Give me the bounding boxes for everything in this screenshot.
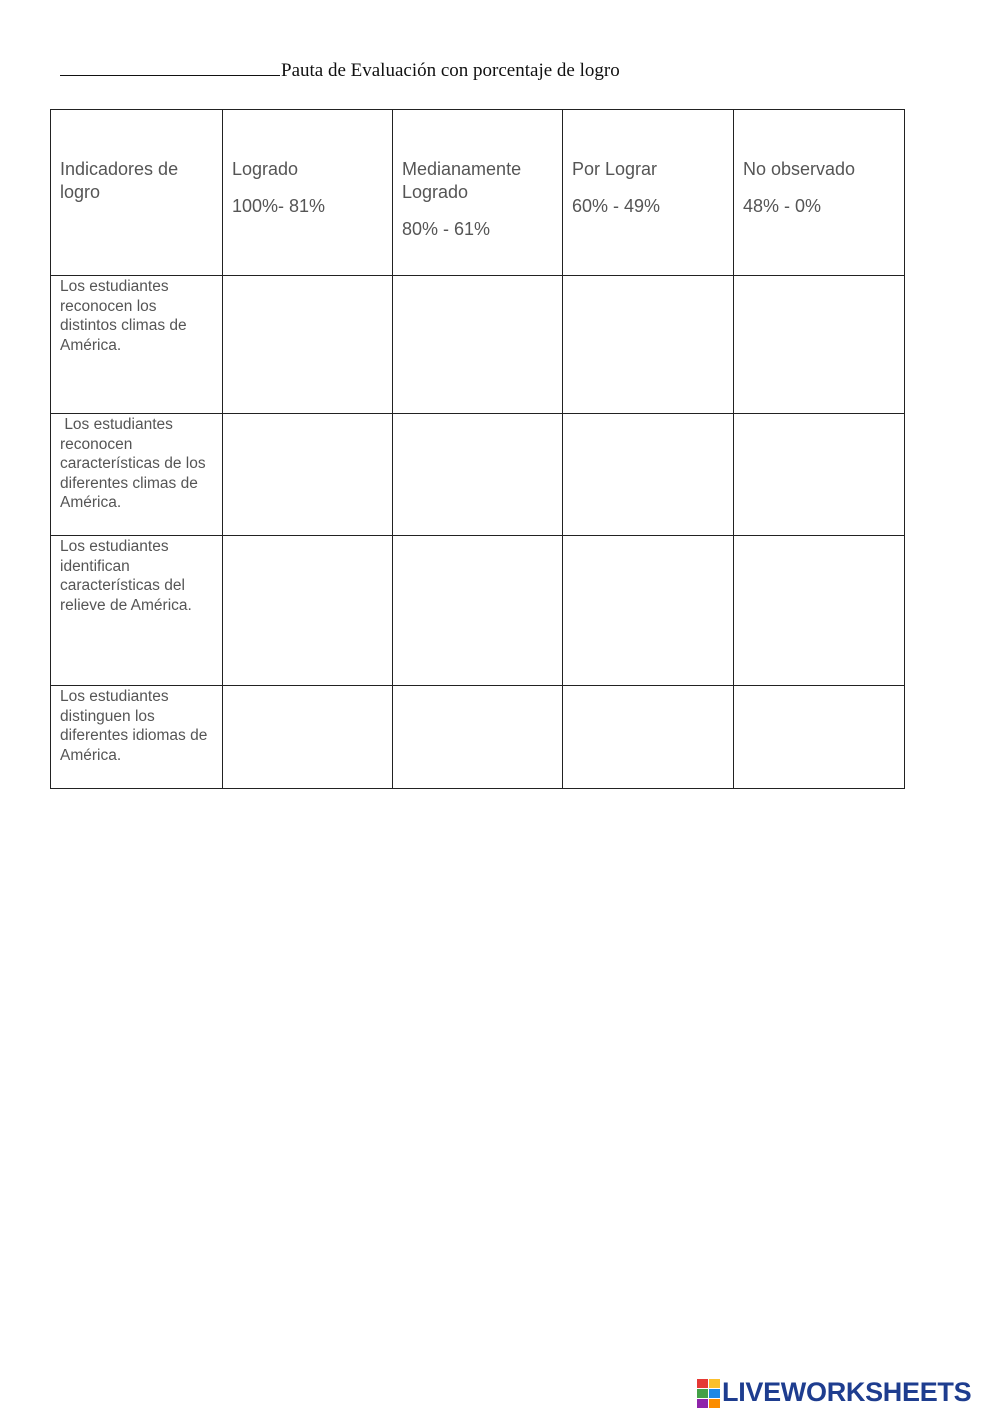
logo-block xyxy=(709,1379,720,1388)
answer-cell-no-observado[interactable] xyxy=(734,686,905,789)
indicator-cell: Los estudiantes distinguen los diferentes idiomas de América. xyxy=(51,686,223,789)
answer-cell-por-lograr[interactable] xyxy=(563,414,734,536)
worksheet-title xyxy=(60,60,620,82)
liveworksheets-logo-icon xyxy=(697,1379,719,1407)
liveworksheets-brand xyxy=(697,1377,971,1408)
header-row xyxy=(51,110,905,276)
table-row xyxy=(51,414,905,536)
answer-cell-medianamente[interactable] xyxy=(393,276,563,414)
header-logrado xyxy=(223,110,393,276)
logo-block xyxy=(709,1389,720,1398)
evaluation-table xyxy=(50,109,905,789)
indicator-cell: Los estudiantes identifican características del relieve de América. xyxy=(51,536,223,686)
header-label: Por Lograr xyxy=(572,159,658,179)
answer-cell-medianamente[interactable] xyxy=(393,686,563,789)
table-row xyxy=(51,536,905,686)
header-range: 60% - 49% xyxy=(572,196,661,216)
name-blank-line[interactable] xyxy=(60,61,280,76)
logo-block xyxy=(709,1399,720,1408)
header-range: 100%- 81% xyxy=(232,196,326,216)
answer-cell-no-observado[interactable] xyxy=(734,414,905,536)
logo-block xyxy=(697,1399,708,1408)
header-label: No observado xyxy=(743,159,856,179)
logo-block xyxy=(697,1379,708,1388)
answer-cell-logrado[interactable] xyxy=(223,536,393,686)
table-row xyxy=(51,686,905,789)
answer-cell-no-observado[interactable] xyxy=(734,536,905,686)
answer-cell-no-observado[interactable] xyxy=(734,276,905,414)
header-label: Indicadores de logro xyxy=(60,159,179,202)
header-no-observado xyxy=(734,110,905,276)
logo-block xyxy=(697,1389,708,1398)
header-label: Medianamente Logrado xyxy=(402,159,522,202)
answer-cell-logrado[interactable] xyxy=(223,414,393,536)
answer-cell-por-lograr[interactable] xyxy=(563,276,734,414)
header-indicadores xyxy=(51,110,223,276)
table-row xyxy=(51,276,905,414)
indicator-cell: Los estudiantes reconocen características de los diferentes climas de América. xyxy=(51,414,223,536)
answer-cell-logrado[interactable] xyxy=(223,276,393,414)
indicator-cell: Los estudiantes reconocen los distintos climas de América. xyxy=(51,276,223,414)
brand-text: LIVEWORKSHEETS xyxy=(722,1377,972,1407)
title-text: Pauta de Evaluación con porcentaje de logro xyxy=(281,60,620,81)
header-label: Logrado xyxy=(232,159,299,179)
answer-cell-medianamente[interactable] xyxy=(393,536,563,686)
header-medianamente-logrado xyxy=(393,110,563,276)
header-range: 80% - 61% xyxy=(402,219,491,239)
header-por-lograr xyxy=(563,110,734,276)
answer-cell-por-lograr[interactable] xyxy=(563,536,734,686)
answer-cell-medianamente[interactable] xyxy=(393,414,563,536)
answer-cell-por-lograr[interactable] xyxy=(563,686,734,789)
answer-cell-logrado[interactable] xyxy=(223,686,393,789)
header-range: 48% - 0% xyxy=(743,196,822,216)
